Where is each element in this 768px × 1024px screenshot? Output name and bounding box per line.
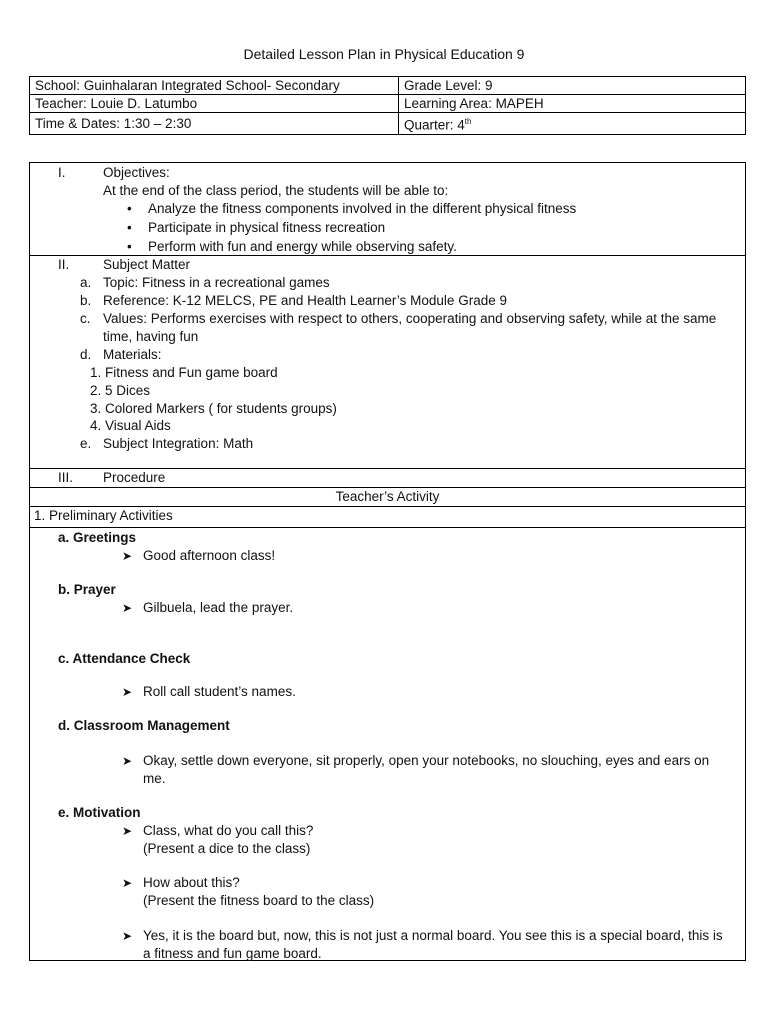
- school-cell: School: Guinhalaran Integrated School- Secondary: [30, 77, 399, 95]
- procedure-number: III.: [58, 470, 74, 485]
- motivation-line: [122, 874, 240, 892]
- motivation-note: (Present the fitness board to the class): [143, 893, 375, 908]
- prayer-line: [122, 599, 294, 617]
- material-item: 1. Fitness and Fun game board: [90, 365, 278, 380]
- area-cell: Learning Area: MAPEH: [399, 95, 746, 113]
- divider: [30, 527, 745, 528]
- attendance-heading: c. Attendance Check: [58, 651, 191, 666]
- motivation-text: Yes, it is the board but, now, this is not just a normal board. You see this is a special board, this is a fitness and fun game board.: [143, 928, 723, 961]
- motivation-line: [122, 927, 733, 963]
- subject-heading: Subject Matter: [103, 257, 191, 272]
- management-heading: d. Classroom Management: [58, 718, 230, 733]
- greetings-line: [122, 547, 276, 565]
- time-cell: Time & Dates: 1:30 – 2:30: [30, 113, 399, 135]
- attendance-line: [122, 683, 296, 701]
- quarter-cell: [399, 113, 746, 135]
- motivation-line: [122, 822, 314, 840]
- motivation-text: Class, what do you call this?: [143, 823, 314, 838]
- motivation-text: How about this?: [143, 875, 240, 890]
- reference-line: Reference: K-12 MELCS, PE and Health Learner’s Module Grade 9: [103, 293, 507, 308]
- arrow-bullet-icon: ➤: [122, 824, 133, 838]
- objectives-heading: Objectives:: [103, 165, 170, 180]
- info-table: [29, 76, 746, 135]
- values-letter: c.: [80, 311, 91, 326]
- objective-item: • Analyze the fitness components involved in the different physical fitness: [148, 200, 576, 218]
- subject-number: II.: [58, 257, 70, 272]
- greetings-heading: a. Greetings: [58, 530, 137, 545]
- arrow-bullet-icon: ➤: [122, 754, 133, 768]
- material-item: 2. 5 Dices: [90, 383, 151, 398]
- objective-item: • Participate in physical fitness recreation: [148, 219, 385, 237]
- lesson-plan-body: [29, 162, 746, 961]
- prayer-text: Gilbuela, lead the prayer.: [143, 600, 294, 615]
- procedure-heading: Procedure: [103, 470, 166, 485]
- motivation-heading: e. Motivation: [58, 805, 141, 820]
- topic-letter: a.: [80, 275, 92, 290]
- topic-line: Topic: Fitness in a recreational games: [103, 275, 330, 290]
- arrow-bullet-icon: ➤: [122, 549, 133, 563]
- motivation-note: (Present a dice to the class): [143, 841, 311, 856]
- materials-letter: d.: [80, 347, 92, 362]
- arrow-bullet-icon: ➤: [122, 929, 133, 943]
- grade-cell: Grade Level: 9: [399, 77, 746, 95]
- document-title: Detailed Lesson Plan in Physical Education 9: [243, 46, 525, 62]
- preliminary-heading: 1. Preliminary Activities: [34, 508, 173, 523]
- attendance-text: Roll call student’s names.: [143, 684, 296, 699]
- reference-letter: b.: [80, 293, 92, 308]
- objective-item: • Perform with fun and energy while observing safety.: [148, 238, 457, 256]
- values-line: Values: Performs exercises with respect to others, cooperating and observing safety, while at the same time, having fun: [103, 311, 717, 344]
- teacher-activity-heading: Teacher’s Activity: [335, 489, 440, 504]
- integration-letter: e.: [80, 436, 92, 451]
- prayer-heading: b. Prayer: [58, 582, 116, 597]
- material-item: 3. Colored Markers ( for students groups): [90, 401, 337, 416]
- quarter-sup: th: [464, 117, 472, 126]
- teacher-cell: Teacher: Louie D. Latumbo: [30, 95, 399, 113]
- arrow-bullet-icon: ➤: [122, 601, 133, 615]
- management-line: [122, 752, 733, 788]
- quarter-text: Quarter: 4: [404, 117, 465, 133]
- greetings-text: Good afternoon class!: [143, 548, 276, 563]
- objectives-intro: At the end of the class period, the students will be able to:: [103, 183, 449, 198]
- materials-heading: Materials:: [103, 347, 162, 362]
- management-text: Okay, settle down everyone, sit properly, open your notebooks, no slouching, eyes and ears on me.: [143, 753, 710, 786]
- arrow-bullet-icon: ➤: [122, 685, 133, 699]
- integration-line: Subject Integration: Math: [103, 436, 254, 451]
- arrow-bullet-icon: ➤: [122, 876, 133, 890]
- material-item: 4. Visual Aids: [90, 418, 171, 433]
- objectives-number: I.: [58, 165, 66, 180]
